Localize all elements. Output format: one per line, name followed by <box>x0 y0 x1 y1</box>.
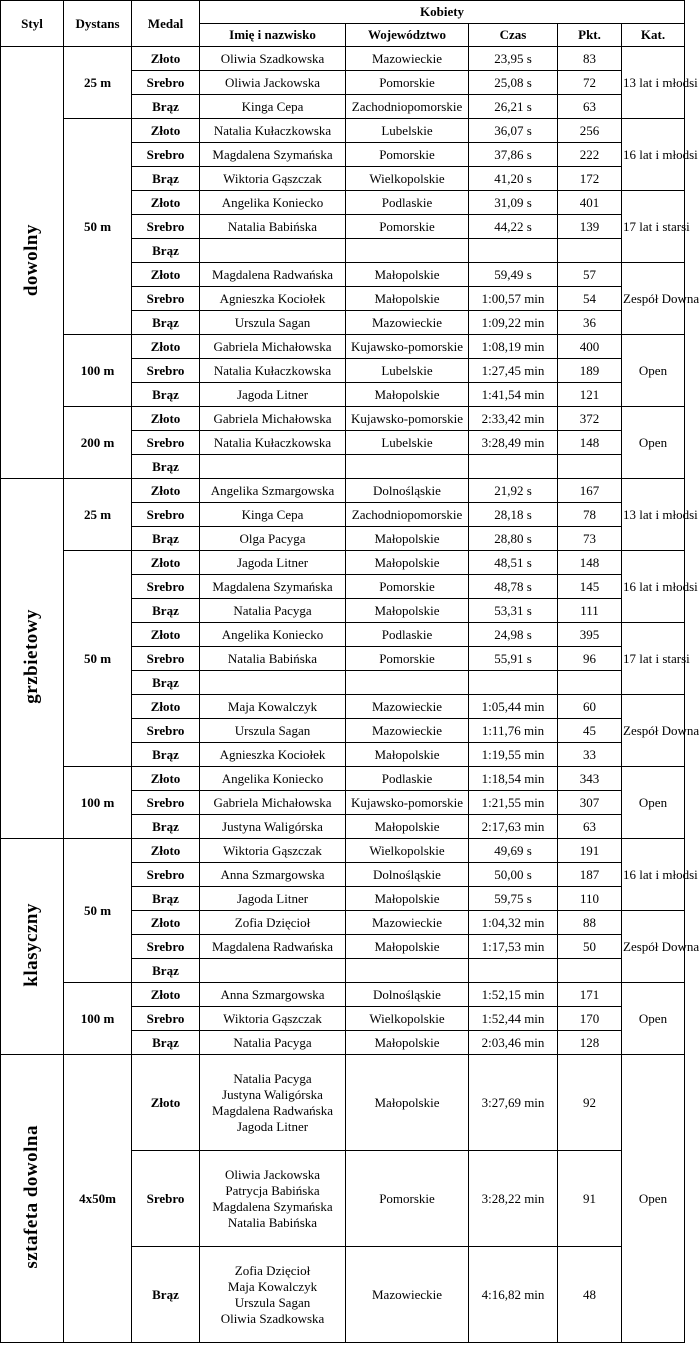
time-cell: 3:28,22 min <box>469 1151 558 1247</box>
name-cell: Urszula Sagan <box>200 311 346 335</box>
points-cell: 256 <box>558 119 622 143</box>
table-row <box>1 47 685 71</box>
points-cell <box>558 671 622 695</box>
medal-cell: Złoto <box>132 119 200 143</box>
distance-cell: 200 m <box>64 407 132 479</box>
relay-swimmer-name: Magdalena Radwańska <box>212 1102 333 1118</box>
voivodeship-cell: Dolnośląskie <box>346 863 469 887</box>
medal-cell: Srebro <box>132 71 200 95</box>
relay-swimmer-name: Urszula Sagan <box>234 1294 311 1310</box>
time-cell: 25,08 s <box>469 71 558 95</box>
name-cell: Olga Pacyga <box>200 527 346 551</box>
time-cell: 53,31 s <box>469 599 558 623</box>
voivodeship-cell: Małopolskie <box>346 383 469 407</box>
header-czas: Czas <box>469 24 558 47</box>
table-row <box>1 839 685 863</box>
style-name: grzbietowy <box>21 609 42 704</box>
medal-cell: Brąz <box>132 455 200 479</box>
name-cell: Natalia Kułaczkowska <box>200 119 346 143</box>
time-cell: 1:21,55 min <box>469 791 558 815</box>
points-cell: 96 <box>558 647 622 671</box>
points-cell: 372 <box>558 407 622 431</box>
points-cell: 45 <box>558 719 622 743</box>
time-cell: 41,20 s <box>469 167 558 191</box>
medal-cell: Złoto <box>132 983 200 1007</box>
medal-cell: Złoto <box>132 623 200 647</box>
header-wojewodztwo: Województwo <box>346 24 469 47</box>
name-cell: Kinga Cepa <box>200 503 346 527</box>
points-cell: 83 <box>558 47 622 71</box>
relay-swimmer-name: Justyna Waligórska <box>222 1086 323 1102</box>
points-cell: 92 <box>558 1055 622 1151</box>
time-cell: 1:05,44 min <box>469 695 558 719</box>
time-cell: 1:41,54 min <box>469 383 558 407</box>
time-cell: 1:18,54 min <box>469 767 558 791</box>
points-cell: 91 <box>558 1151 622 1247</box>
time-cell: 1:04,32 min <box>469 911 558 935</box>
voivodeship-cell: Dolnośląskie <box>346 983 469 1007</box>
medal-cell: Srebro <box>132 287 200 311</box>
header-dystans: Dystans <box>64 1 132 47</box>
medal-cell: Srebro <box>132 431 200 455</box>
points-cell: 395 <box>558 623 622 647</box>
points-cell: 111 <box>558 599 622 623</box>
points-cell: 121 <box>558 383 622 407</box>
relay-swimmer-name: Oliwia Jackowska <box>225 1166 320 1182</box>
points-cell: 167 <box>558 479 622 503</box>
time-cell: 1:52,44 min <box>469 1007 558 1031</box>
voivodeship-cell: Lubelskie <box>346 431 469 455</box>
medal-cell: Brąz <box>132 311 200 335</box>
time-cell: 24,98 s <box>469 623 558 647</box>
name-cell: Jagoda Litner <box>200 887 346 911</box>
category-cell: Open <box>622 335 685 407</box>
name-cell: Justyna Waligórska <box>200 815 346 839</box>
header-medal: Medal <box>132 1 200 47</box>
name-cell <box>200 239 346 263</box>
relay-swimmer-name: Jagoda Litner <box>236 1118 309 1134</box>
points-cell: 307 <box>558 791 622 815</box>
medal-cell: Złoto <box>132 551 200 575</box>
medal-cell: Srebro <box>132 935 200 959</box>
name-cell: Zofia Dzięcioł <box>200 911 346 935</box>
style-cell <box>1 839 64 1055</box>
name-cell: Agnieszka Kociołek <box>200 743 346 767</box>
distance-cell: 50 m <box>64 839 132 983</box>
voivodeship-cell: Małopolskie <box>346 263 469 287</box>
name-cell <box>200 959 346 983</box>
points-cell: 148 <box>558 551 622 575</box>
distance-cell: 100 m <box>64 335 132 407</box>
distance-cell: 50 m <box>64 551 132 767</box>
name-cell: Urszula Sagan <box>200 719 346 743</box>
header-imie: Imię i nazwisko <box>200 24 346 47</box>
header-pkt: Pkt. <box>558 24 622 47</box>
time-cell: 28,80 s <box>469 527 558 551</box>
time-cell: 2:17,63 min <box>469 815 558 839</box>
medal-cell: Srebro <box>132 647 200 671</box>
medal-cell: Srebro <box>132 359 200 383</box>
medal-cell: Brąz <box>132 671 200 695</box>
table-row <box>1 479 685 503</box>
category-cell: Open <box>622 983 685 1055</box>
medal-cell: Złoto <box>132 407 200 431</box>
name-cell: Gabriela Michałowska <box>200 407 346 431</box>
medal-cell: Srebro <box>132 1007 200 1031</box>
points-cell: 60 <box>558 695 622 719</box>
time-cell: 48,78 s <box>469 575 558 599</box>
points-cell: 110 <box>558 887 622 911</box>
category-cell: Open <box>622 1055 685 1343</box>
points-cell: 171 <box>558 983 622 1007</box>
time-cell: 1:11,76 min <box>469 719 558 743</box>
medal-cell: Srebro <box>132 575 200 599</box>
voivodeship-cell: Wielkopolskie <box>346 839 469 863</box>
distance-cell: 100 m <box>64 767 132 839</box>
time-cell <box>469 671 558 695</box>
category-cell: 16 lat i młodsi <box>622 119 685 191</box>
name-cell: Natalia Pacyga <box>200 1031 346 1055</box>
name-cell: Anna Szmargowska <box>200 863 346 887</box>
voivodeship-cell: Małopolskie <box>346 935 469 959</box>
time-cell <box>469 455 558 479</box>
time-cell: 1:09,22 min <box>469 311 558 335</box>
name-cell: Oliwia Szadkowska <box>200 47 346 71</box>
medal-cell: Złoto <box>132 335 200 359</box>
results-body <box>1 47 699 1343</box>
name-cell: Wiktoria Gąszczak <box>200 167 346 191</box>
points-cell: 88 <box>558 911 622 935</box>
time-cell: 44,22 s <box>469 215 558 239</box>
points-cell: 36 <box>558 311 622 335</box>
time-cell <box>469 239 558 263</box>
medal-cell: Srebro <box>132 1151 200 1247</box>
voivodeship-cell: Lubelskie <box>346 359 469 383</box>
table-row <box>1 983 685 1007</box>
medal-cell: Brąz <box>132 167 200 191</box>
relay-swimmer-name: Oliwia Szadkowska <box>220 1310 325 1326</box>
medal-cell: Złoto <box>132 911 200 935</box>
points-cell: 63 <box>558 95 622 119</box>
name-cell: Natalia Kułaczkowska <box>200 431 346 455</box>
voivodeship-cell: Zachodniopomorskie <box>346 503 469 527</box>
voivodeship-cell: Małopolskie <box>346 1055 469 1151</box>
category-cell: Zespół Downa <box>622 263 685 335</box>
time-cell: 28,18 s <box>469 503 558 527</box>
style-cell <box>1 1055 64 1343</box>
voivodeship-cell: Mazowieckie <box>346 1247 469 1343</box>
time-cell: 50,00 s <box>469 863 558 887</box>
voivodeship-cell: Dolnośląskie <box>346 479 469 503</box>
name-cell: Oliwia Jackowska <box>200 71 346 95</box>
time-cell: 1:52,15 min <box>469 983 558 1007</box>
name-cell: Magdalena Radwańska <box>200 263 346 287</box>
distance-cell: 25 m <box>64 47 132 119</box>
relay-swimmer-name: Maja Kowalczyk <box>227 1278 318 1294</box>
medal-cell: Brąz <box>132 527 200 551</box>
relay-swimmer-name: Natalia Babińska <box>227 1214 318 1230</box>
time-cell: 1:17,53 min <box>469 935 558 959</box>
medal-cell: Brąz <box>132 1247 200 1343</box>
medal-cell: Brąz <box>132 959 200 983</box>
time-cell: 1:00,57 min <box>469 287 558 311</box>
medal-cell: Złoto <box>132 47 200 71</box>
style-cell <box>1 479 64 839</box>
name-cell: Wiktoria Gąszczak <box>200 1007 346 1031</box>
voivodeship-cell: Kujawsko-pomorskie <box>346 335 469 359</box>
category-cell: Open <box>622 767 685 839</box>
name-cell: Natalia Babińska <box>200 215 346 239</box>
points-cell: 57 <box>558 263 622 287</box>
time-cell: 48,51 s <box>469 551 558 575</box>
points-cell <box>558 239 622 263</box>
medal-cell: Brąz <box>132 95 200 119</box>
medal-cell: Brąz <box>132 239 200 263</box>
table-row <box>1 119 685 143</box>
relay-names-cell <box>200 1247 346 1343</box>
relay-swimmer-name: Zofia Dzięcioł <box>234 1262 311 1278</box>
voivodeship-cell: Małopolskie <box>346 599 469 623</box>
time-cell: 3:27,69 min <box>469 1055 558 1151</box>
category-cell: 16 lat i młodsi <box>622 551 685 623</box>
category-cell: 13 lat i młodsi <box>622 47 685 119</box>
points-cell: 189 <box>558 359 622 383</box>
voivodeship-cell: Wielkopolskie <box>346 167 469 191</box>
relay-swimmer-name: Natalia Pacyga <box>233 1070 312 1086</box>
voivodeship-cell: Małopolskie <box>346 815 469 839</box>
points-cell: 343 <box>558 767 622 791</box>
header-row-top <box>1 1 685 24</box>
time-cell: 59,49 s <box>469 263 558 287</box>
points-cell: 73 <box>558 527 622 551</box>
points-cell: 170 <box>558 1007 622 1031</box>
time-cell: 37,86 s <box>469 143 558 167</box>
voivodeship-cell: Pomorskie <box>346 1151 469 1247</box>
voivodeship-cell: Kujawsko-pomorskie <box>346 791 469 815</box>
name-cell: Gabriela Michałowska <box>200 335 346 359</box>
voivodeship-cell: Kujawsko-pomorskie <box>346 407 469 431</box>
header-styl: Styl <box>1 1 64 47</box>
medal-cell: Brąz <box>132 1031 200 1055</box>
time-cell: 49,69 s <box>469 839 558 863</box>
time-cell: 2:33,42 min <box>469 407 558 431</box>
relay-swimmer-name: Patrycja Babińska <box>225 1182 320 1198</box>
name-cell: Natalia Kułaczkowska <box>200 359 346 383</box>
relay-names-cell <box>200 1151 346 1247</box>
points-cell: 148 <box>558 431 622 455</box>
style-name: klasyczny <box>21 902 42 987</box>
name-cell <box>200 671 346 695</box>
voivodeship-cell: Małopolskie <box>346 287 469 311</box>
name-cell <box>200 455 346 479</box>
points-cell: 139 <box>558 215 622 239</box>
medal-cell: Srebro <box>132 719 200 743</box>
voivodeship-cell: Wielkopolskie <box>346 1007 469 1031</box>
time-cell: 36,07 s <box>469 119 558 143</box>
header-kobiety: Kobiety <box>200 1 685 24</box>
header-kat: Kat. <box>622 24 685 47</box>
medal-cell: Złoto <box>132 695 200 719</box>
voivodeship-cell: Pomorskie <box>346 143 469 167</box>
voivodeship-cell: Małopolskie <box>346 743 469 767</box>
name-cell: Maja Kowalczyk <box>200 695 346 719</box>
category-cell: 13 lat i młodsi <box>622 479 685 551</box>
style-name: dowolny <box>21 224 42 297</box>
time-cell: 31,09 s <box>469 191 558 215</box>
distance-cell: 50 m <box>64 119 132 335</box>
medal-cell: Srebro <box>132 503 200 527</box>
medal-cell: Brąz <box>132 815 200 839</box>
voivodeship-cell: Mazowieckie <box>346 695 469 719</box>
voivodeship-cell: Podlaskie <box>346 191 469 215</box>
voivodeship-cell <box>346 959 469 983</box>
points-cell <box>558 455 622 479</box>
name-cell: Natalia Pacyga <box>200 599 346 623</box>
points-cell <box>558 959 622 983</box>
points-cell: 401 <box>558 191 622 215</box>
category-cell: 17 lat i starsi <box>622 623 685 695</box>
medal-cell: Brąz <box>132 887 200 911</box>
points-cell: 145 <box>558 575 622 599</box>
name-cell: Jagoda Litner <box>200 383 346 407</box>
points-cell: 78 <box>558 503 622 527</box>
time-cell: 23,95 s <box>469 47 558 71</box>
medal-cell: Srebro <box>132 791 200 815</box>
points-cell: 172 <box>558 167 622 191</box>
name-cell: Angelika Koniecko <box>200 191 346 215</box>
points-cell: 128 <box>558 1031 622 1055</box>
medal-cell: Brąz <box>132 383 200 407</box>
category-cell: Zespół Downa <box>622 695 685 767</box>
category-cell: 16 lat i młodsi <box>622 839 685 911</box>
time-cell: 59,75 s <box>469 887 558 911</box>
points-cell: 222 <box>558 143 622 167</box>
style-cell <box>1 47 64 479</box>
medal-cell: Złoto <box>132 479 200 503</box>
medal-cell: Srebro <box>132 215 200 239</box>
voivodeship-cell: Pomorskie <box>346 647 469 671</box>
name-cell: Angelika Szmargowska <box>200 479 346 503</box>
medal-cell: Srebro <box>132 863 200 887</box>
points-cell: 400 <box>558 335 622 359</box>
category-cell: 17 lat i starsi <box>622 191 685 263</box>
time-cell: 26,21 s <box>469 95 558 119</box>
voivodeship-cell: Pomorskie <box>346 575 469 599</box>
voivodeship-cell: Małopolskie <box>346 1031 469 1055</box>
medal-cell: Złoto <box>132 263 200 287</box>
voivodeship-cell: Małopolskie <box>346 887 469 911</box>
name-cell: Natalia Babińska <box>200 647 346 671</box>
voivodeship-cell: Pomorskie <box>346 215 469 239</box>
name-cell: Angelika Koniecko <box>200 623 346 647</box>
name-cell: Magdalena Radwańska <box>200 935 346 959</box>
time-cell: 1:19,55 min <box>469 743 558 767</box>
voivodeship-cell: Pomorskie <box>346 71 469 95</box>
table-row <box>1 767 685 791</box>
table-row <box>1 551 685 575</box>
table-row <box>1 407 685 431</box>
time-cell: 4:16,82 min <box>469 1247 558 1343</box>
points-cell: 48 <box>558 1247 622 1343</box>
time-cell: 3:28,49 min <box>469 431 558 455</box>
medal-cell: Złoto <box>132 767 200 791</box>
voivodeship-cell <box>346 671 469 695</box>
category-cell: Zespół Downa <box>622 911 685 983</box>
points-cell: 63 <box>558 815 622 839</box>
relay-row <box>1 1055 685 1151</box>
name-cell: Magdalena Szymańska <box>200 575 346 599</box>
name-cell: Angelika Koniecko <box>200 767 346 791</box>
category-cell: Open <box>622 407 685 479</box>
medal-cell: Złoto <box>132 839 200 863</box>
style-name: sztafeta dowolna <box>21 1124 42 1269</box>
voivodeship-cell: Mazowieckie <box>346 311 469 335</box>
table-row <box>1 335 685 359</box>
distance-cell: 25 m <box>64 479 132 551</box>
time-cell: 2:03,46 min <box>469 1031 558 1055</box>
voivodeship-cell <box>346 239 469 263</box>
medal-cell: Złoto <box>132 191 200 215</box>
name-cell: Anna Szmargowska <box>200 983 346 1007</box>
name-cell: Kinga Cepa <box>200 95 346 119</box>
points-cell: 187 <box>558 863 622 887</box>
points-cell: 72 <box>558 71 622 95</box>
voivodeship-cell: Lubelskie <box>346 119 469 143</box>
time-cell: 1:27,45 min <box>469 359 558 383</box>
name-cell: Jagoda Litner <box>200 551 346 575</box>
points-cell: 50 <box>558 935 622 959</box>
name-cell: Magdalena Szymańska <box>200 143 346 167</box>
voivodeship-cell: Małopolskie <box>346 527 469 551</box>
distance-cell: 100 m <box>64 983 132 1055</box>
name-cell: Gabriela Michałowska <box>200 791 346 815</box>
points-cell: 191 <box>558 839 622 863</box>
voivodeship-cell: Mazowieckie <box>346 911 469 935</box>
voivodeship-cell: Małopolskie <box>346 551 469 575</box>
time-cell <box>469 959 558 983</box>
medal-cell: Złoto <box>132 1055 200 1151</box>
time-cell: 1:08,19 min <box>469 335 558 359</box>
points-cell: 33 <box>558 743 622 767</box>
voivodeship-cell: Zachodniopomorskie <box>346 95 469 119</box>
voivodeship-cell: Podlaskie <box>346 767 469 791</box>
voivodeship-cell: Mazowieckie <box>346 47 469 71</box>
relay-swimmer-name: Magdalena Szymańska <box>212 1198 333 1214</box>
medal-cell: Srebro <box>132 143 200 167</box>
time-cell: 55,91 s <box>469 647 558 671</box>
voivodeship-cell: Mazowieckie <box>346 719 469 743</box>
time-cell: 21,92 s <box>469 479 558 503</box>
medal-cell: Brąz <box>132 743 200 767</box>
distance-cell: 4x50m <box>64 1055 132 1343</box>
medal-cell: Brąz <box>132 599 200 623</box>
voivodeship-cell <box>346 455 469 479</box>
points-cell: 54 <box>558 287 622 311</box>
name-cell: Wiktoria Gąszczak <box>200 839 346 863</box>
relay-names-cell <box>200 1055 346 1151</box>
voivodeship-cell: Podlaskie <box>346 623 469 647</box>
name-cell: Agnieszka Kociołek <box>200 287 346 311</box>
